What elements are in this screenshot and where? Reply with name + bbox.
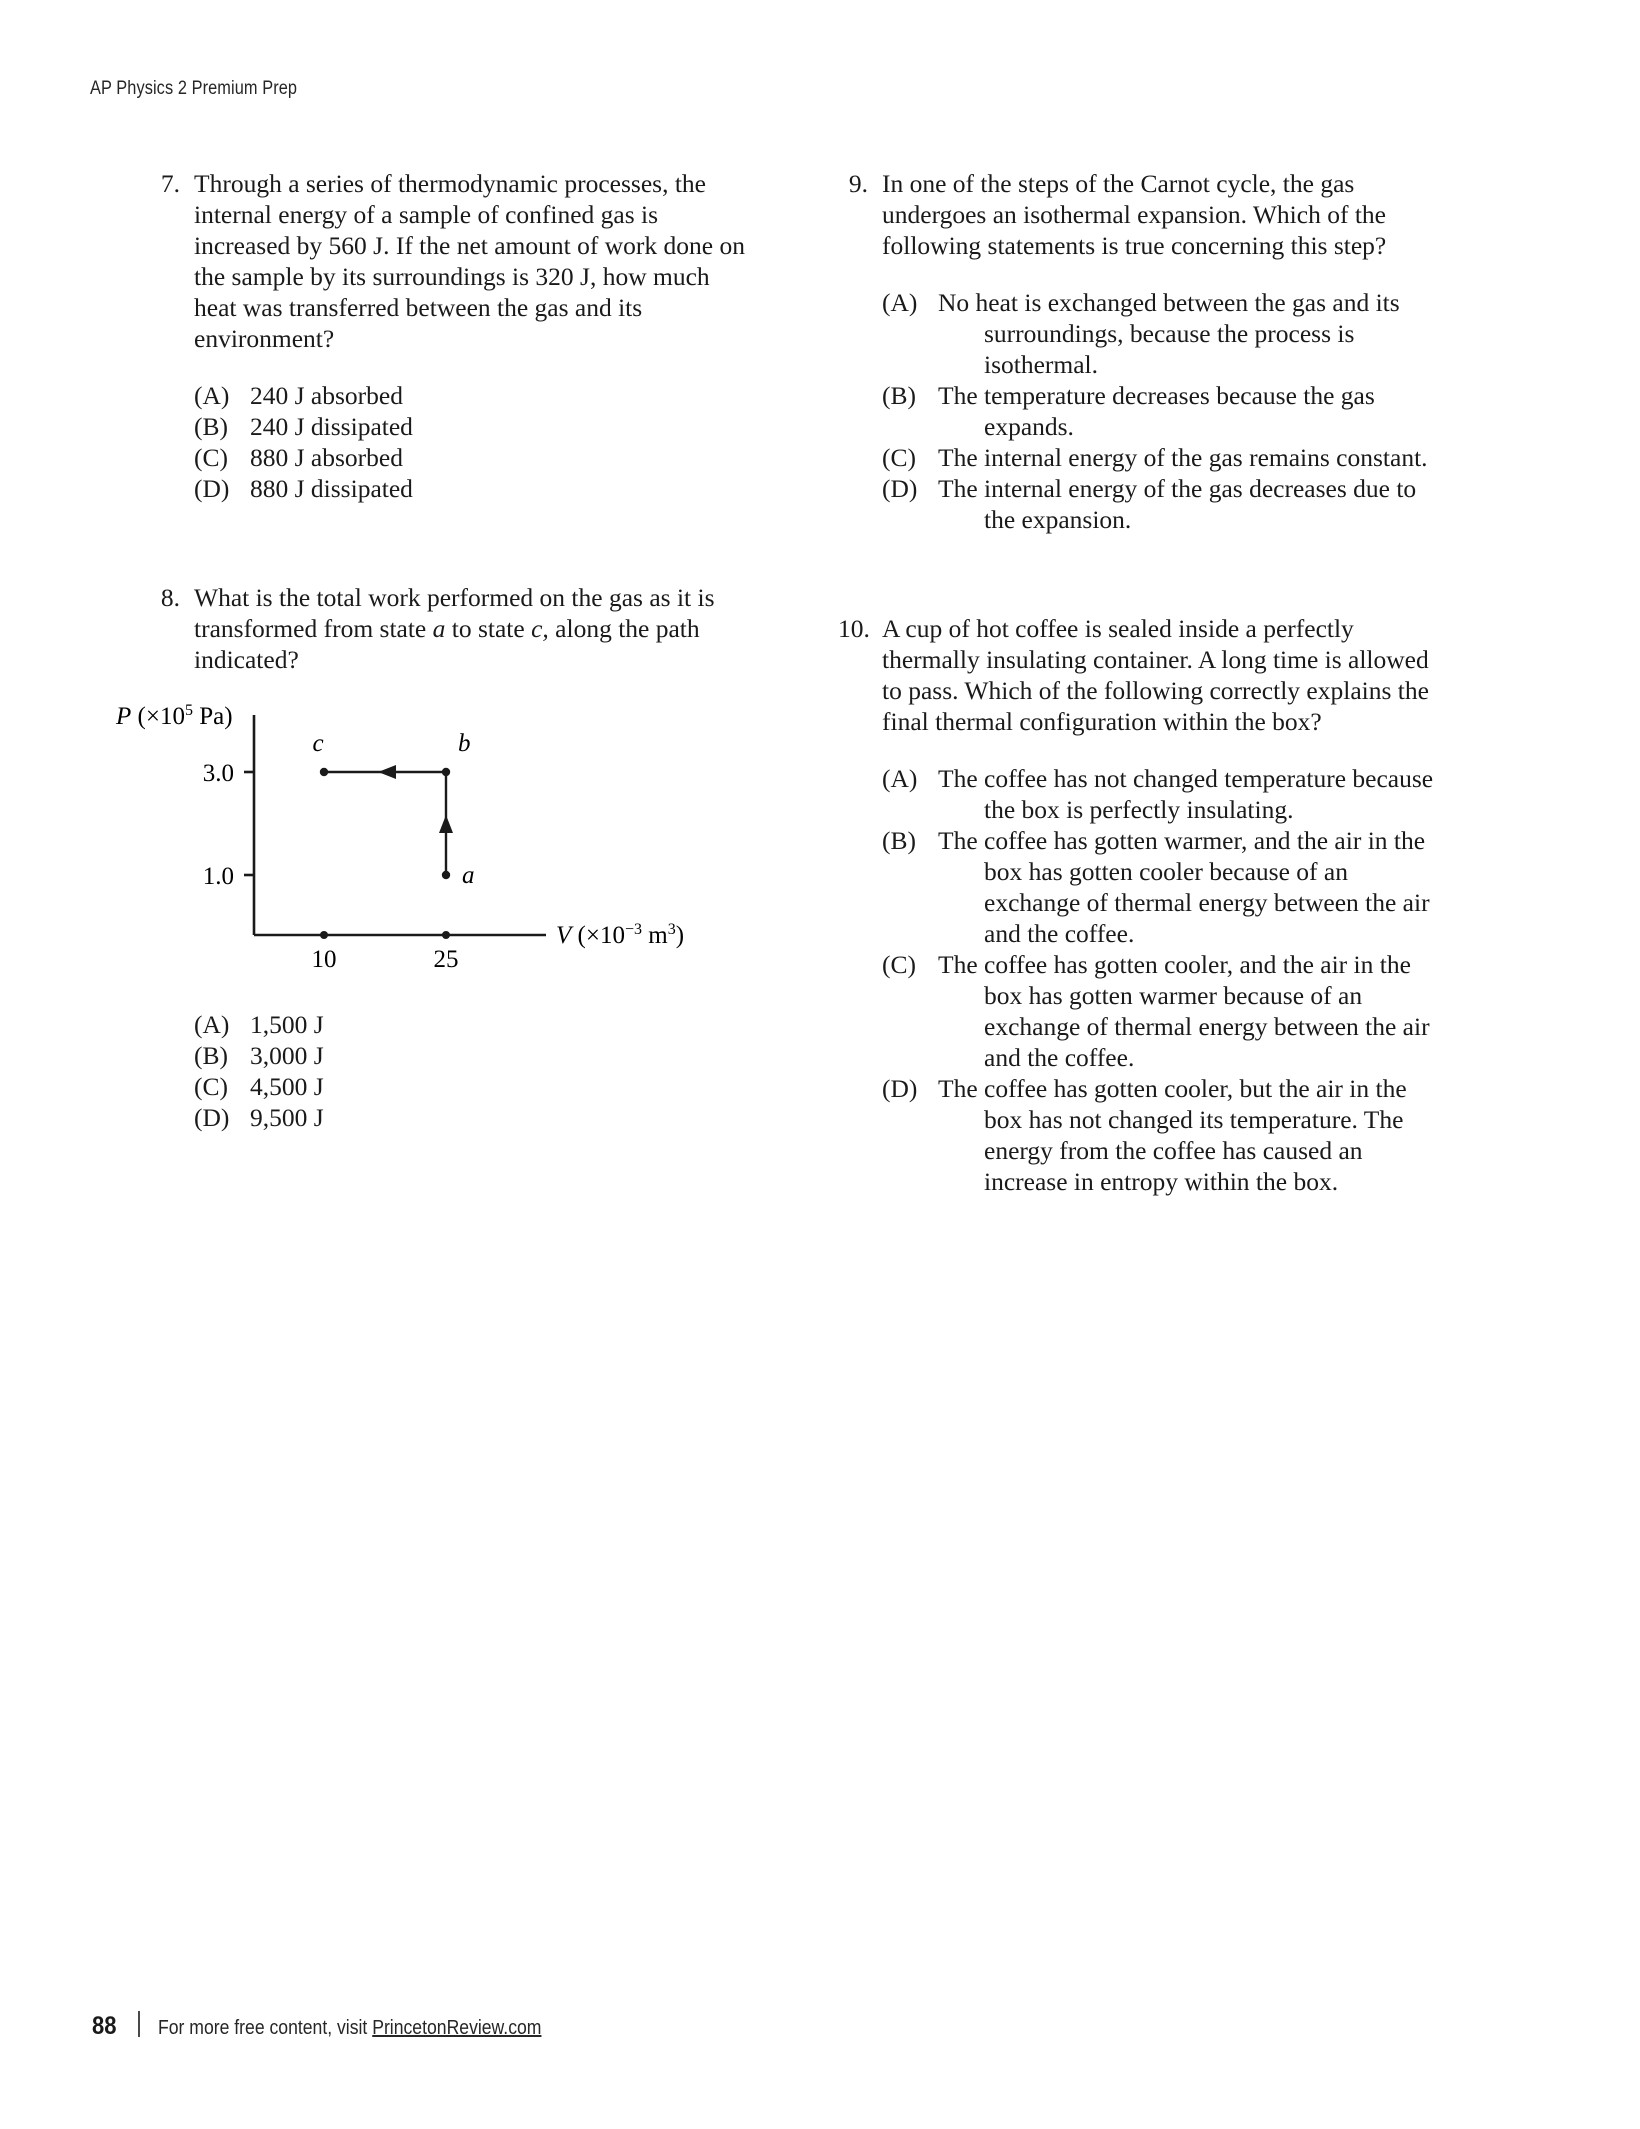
y-tick-label-3: 3.0 [202,760,234,787]
choice-letter: (A) [194,381,230,410]
arrow-b-to-c [378,765,396,779]
choice-text: 880 J dissipated [250,474,413,503]
question-10-number: 10. [838,614,870,643]
question-10-choices [882,763,1438,1197]
choice-letter: (B) [882,826,916,855]
choice-text: 1,500 J [250,1010,324,1039]
choice-text: The internal energy of the gas remains constant. [938,443,1428,472]
x-tick-dot-25 [442,931,450,939]
choice-option[interactable] [882,380,1438,442]
question-8-number: 8. [160,583,180,612]
point-label-b: b [458,730,471,757]
state-a-italic: a [432,614,446,643]
choice-letter: (C) [194,1072,228,1101]
choice-option[interactable] [882,825,1438,949]
choice-letter: (B) [194,1041,228,1070]
question-10-stem: A cup of hot coffee is sealed inside a perfectly thermally insulating container. A long time is allowed to pass. Which of the following correctly explains the final thermal configuration within the box? [882,614,1429,736]
page-columns [116,168,1500,1197]
choice-letter: (A) [882,764,918,793]
state-c-italic: c, [531,614,549,643]
point-a [442,871,450,879]
question-7 [150,168,750,354]
question-8-stem-part3: along the path indicated? [194,614,700,674]
choice-text: 4,500 J [250,1072,324,1101]
choice-text: 240 J absorbed [250,381,403,410]
pv-diagram [106,697,706,987]
choice-option[interactable] [194,473,750,504]
choice-text: No heat is exchanged between the gas and its surroundings, because the process is isothermal. [938,288,1400,379]
choice-text: 240 J dissipated [250,412,413,441]
choice-text: The coffee has gotten cooler, but the air in the box has not changed its temperature. The energy from the coffee has caused an increase in entropy within the box. [938,1074,1407,1196]
arrow-a-to-b [439,815,453,833]
princeton-review-link[interactable]: PrincetonReview.com [372,2017,542,2039]
choice-letter: (D) [194,1103,230,1132]
footer-note [158,2017,541,2040]
choice-option[interactable] [882,949,1438,1073]
choice-letter: (A) [194,1010,230,1039]
y-axis-label: P ($\times 10^5$ Pa) [116,702,233,730]
choice-letter: (D) [882,474,918,503]
question-9-number: 9. [848,169,868,198]
choice-letter: (B) [194,412,228,441]
choice-option[interactable] [194,380,750,411]
question-7-number: 7. [160,169,180,198]
choice-option[interactable] [194,411,750,442]
choice-option[interactable] [194,442,750,473]
point-label-a: a [462,862,475,889]
question-9-stem: In one of the steps of the Carnot cycle, the gas undergoes an isothermal expansion. Which of the following statements is true concerning this step? [882,169,1387,260]
question-7-stem: Through a series of thermodynamic processes, the internal energy of a sample of confined gas is increased by 560 J. If the net amount of work done on the sample by its surroundings is 320 J, how much heat was transferred between the gas and its environment? [194,169,745,353]
footer-prefix: For more free content, visit [157,2017,373,2039]
question-7-choices [194,380,750,504]
choice-option[interactable] [194,1071,750,1102]
page-footer [92,2008,594,2041]
question-8-choices [194,1009,750,1133]
choice-option[interactable] [194,1009,750,1040]
x-tick-label-25: 25 [433,946,459,973]
choice-text: The internal energy of the gas decreases due to the expansion. [938,474,1417,534]
left-column [116,168,750,1197]
point-b [442,768,450,776]
question-9 [838,168,1438,261]
choice-text: The coffee has not changed temperature because the box is perfectly insulating. [938,764,1434,824]
question-8-stem [194,582,750,675]
question-9-choices [882,287,1438,535]
choice-letter: (B) [882,381,916,410]
choice-text: The coffee has gotten warmer, and the air in the box has gotten cooler because of an exchange of thermal energy between the air and the coffee. [938,826,1430,948]
y-tick-label-1: 1.0 [202,863,234,890]
point-c [320,768,328,776]
choice-option[interactable] [194,1102,750,1133]
choice-text: 3,000 J [250,1041,324,1070]
choice-option[interactable] [882,1073,1438,1197]
choice-text: 9,500 J [250,1103,324,1132]
choice-letter: (C) [194,443,228,472]
x-tick-label-10: 10 [311,946,337,973]
choice-option[interactable] [882,763,1438,825]
choice-option[interactable] [882,287,1438,380]
choice-text: The coffee has gotten cooler, and the air in the box has gotten warmer because of an exchange of thermal energy between the air and the coffee. [938,950,1430,1072]
choice-option[interactable] [882,473,1438,535]
x-axis-label: V ($\times 10^{-3}$ $m^3$) [556,921,685,949]
choice-text: 880 J absorbed [250,443,403,472]
question-8-stem-part1: What is the total work performed on the gas as it is transformed from state [194,583,715,643]
choice-letter: (C) [882,950,916,979]
x-tick-dot-10 [320,931,328,939]
point-label-c: c [312,730,324,757]
running-head: AP Physics 2 Premium Prep [90,78,298,99]
footer-divider [138,2011,140,2037]
choice-letter: (D) [194,474,230,503]
choice-option[interactable] [194,1040,750,1071]
right-column [838,168,1438,1197]
page-number: 88 [92,2012,117,2040]
choice-option[interactable] [882,442,1438,473]
choice-letter: (A) [882,288,918,317]
question-8-stem-part2: to state [445,614,532,643]
question-10 [838,613,1438,737]
choice-text: The temperature decreases because the gas expands. [938,381,1375,441]
choice-letter: (C) [882,443,916,472]
choice-letter: (D) [882,1074,918,1103]
question-8 [150,582,750,675]
